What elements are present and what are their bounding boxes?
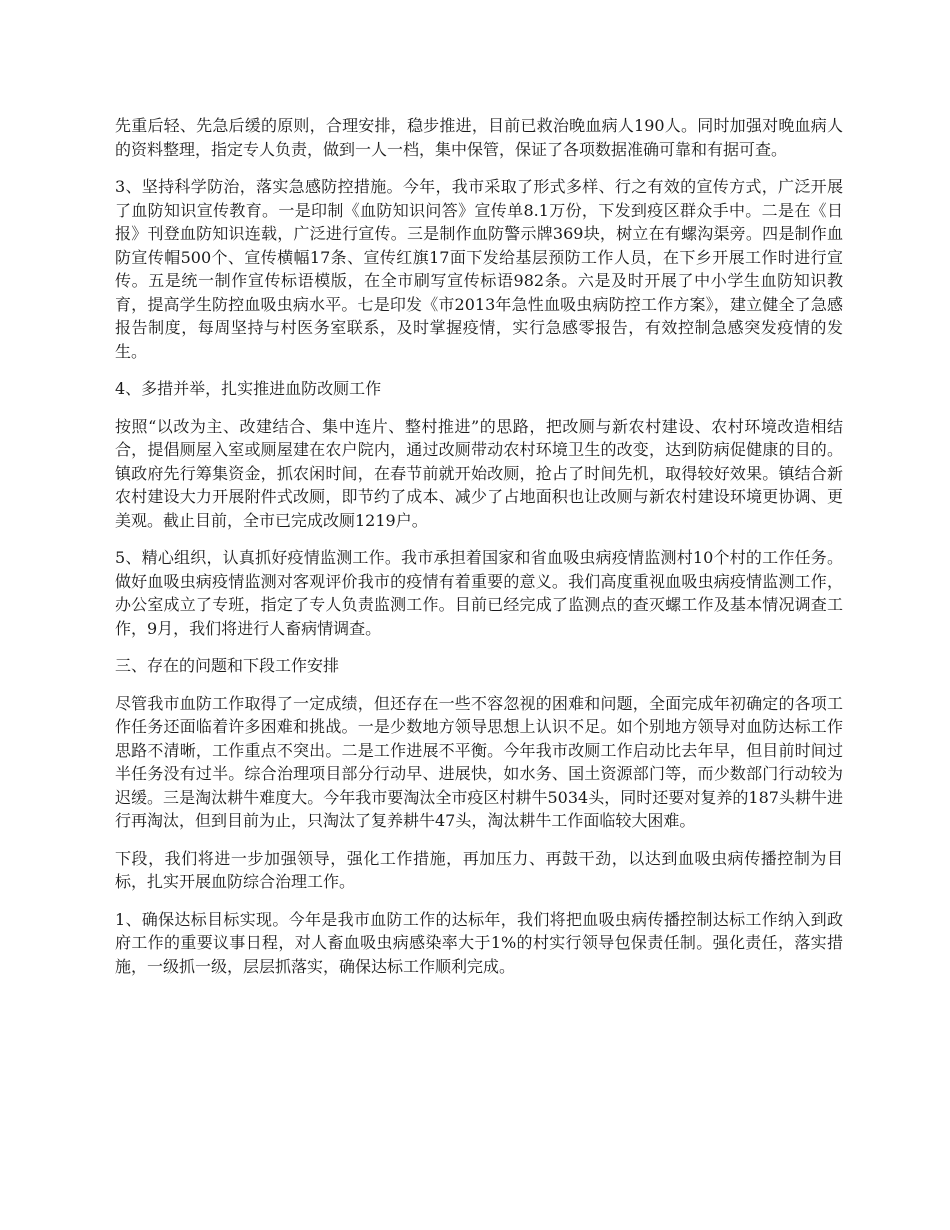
paragraph-problems: 尽管我市血防工作取得了一定成绩，但还存在一些不容忽视的困难和问题，全面完成年初确定的各项工作任务还面临着许多困难和挑战。一是少数地方领导思想上认识不足。如个别地方领导对血防达标工作思路不清晰，工作重点不突出。二是工作进展不平衡。今年我市改厕工作启动比去年早，但目前时间过半任务没有过半。综合治理项目部分行动早、进展快，如水务、国土资源部门等，而少数部门行动较为迟缓。三是淘汰耕牛难度大。今年我市要淘汰全市疫区村耕牛5034头，同时还要对复养的187头耕牛进行再淘汰，但到目前为止，只淘汰了复养耕牛47头，淘汰耕牛工作面临较大困难。 bbox=[115, 693, 843, 830]
paragraph-epidemic-monitoring: 5、精心组织，认真抓好疫情监测工作。我市承担着国家和省血吸虫病疫情监测村10个村的工作任务。做好血吸虫病疫情监测对客观评价我市的疫情有着重要的意义。我们高度重视血吸虫病疫情监测工作，办公室成立了专班，指定了专人负责监测工作。目前已经完成了监测点的查灭螺工作及基本情况调查工作，9月，我们将进行人畜病情调查。 bbox=[115, 548, 843, 638]
paragraph-treatment-continued: 先重后轻、先急后缓的原则，合理安排，稳步推进，目前已救治晚血病人190人。同时加强对晚血病人的资料整理，指定专人负责，做到一人一档，集中保管，保证了各项数据准确可靠和有据可查。 bbox=[115, 116, 843, 159]
paragraph-heading-toilet-reform: 4、多措并举，扎实推进血防改厕工作 bbox=[115, 379, 382, 398]
paragraph-toilet-reform: 按照“以改为主、改建结合、集中连片、整村推进”的思路，把改厕与新农村建设、农村环境改造相结合，提倡厕屋入室或厕屋建在农户院内，通过改厕带动农村环境卫生的改变，达到防病促健康的目的。镇政府先行筹集资金，抓农闲时间，在春节前就开始改厕，抢占了时间先机，取得较好效果。镇结合新农村建设大力开展附件式改厕，即节约了成本、减少了占地面积也让改厕与新农村建设环境更协调、更美观。截止目前，全市已完成改厕1219户。 bbox=[115, 416, 843, 530]
paragraph-prevention-measures: 3、坚持科学防治，落实急感防控措施。今年，我市采取了形式多样、行之有效的宣传方式，广泛开展了血防知识宣传教育。一是印制《血防知识问答》宣传单8.1万份，下发到疫区群众手中。二是在《日报》刊登血防知识连载，广泛进行宣传。三是制作血防警示牌369块，树立在有螺沟渠旁。四是制作血防宣传帽500个、宣传横幅17条、宣传红旗17面下发给基层预防工作人员，在下乡开展工作时进行宣传。五是统一制作宣传标语模版，在全市刷写宣传标语982条。六是及时开展了中小学生血防知识教育，提高学生防控血吸虫病水平。七是印发《市2013年急性血吸虫病防控工作方案》，建立健全了急感报告制度，每周坚持与村医务室联系，及时掌握疫情，实行急感零报告，有效控制急感突发疫情的发生。 bbox=[115, 177, 843, 361]
section-heading-problems: 三、存在的问题和下段工作安排 bbox=[115, 656, 340, 675]
paragraph-next-steps: 下段，我们将进一步加强领导，强化工作措施，再加压力、再鼓干劲，以达到血吸虫病传播控制为目标，扎实开展血防综合治理工作。 bbox=[115, 848, 843, 891]
document-body bbox=[115, 114, 843, 992]
paragraph-target-achievement: 1、确保达标目标实现。今年是我市血防工作的达标年，我们将把血吸虫病传播控制达标工作纳入到政府工作的重要议事日程，对人畜血吸虫病感染率大于1%的村实行领导包保责任制。强化责任，落实措施，一级抓一级，层层抓落实，确保达标工作顺利完成。 bbox=[115, 909, 843, 976]
